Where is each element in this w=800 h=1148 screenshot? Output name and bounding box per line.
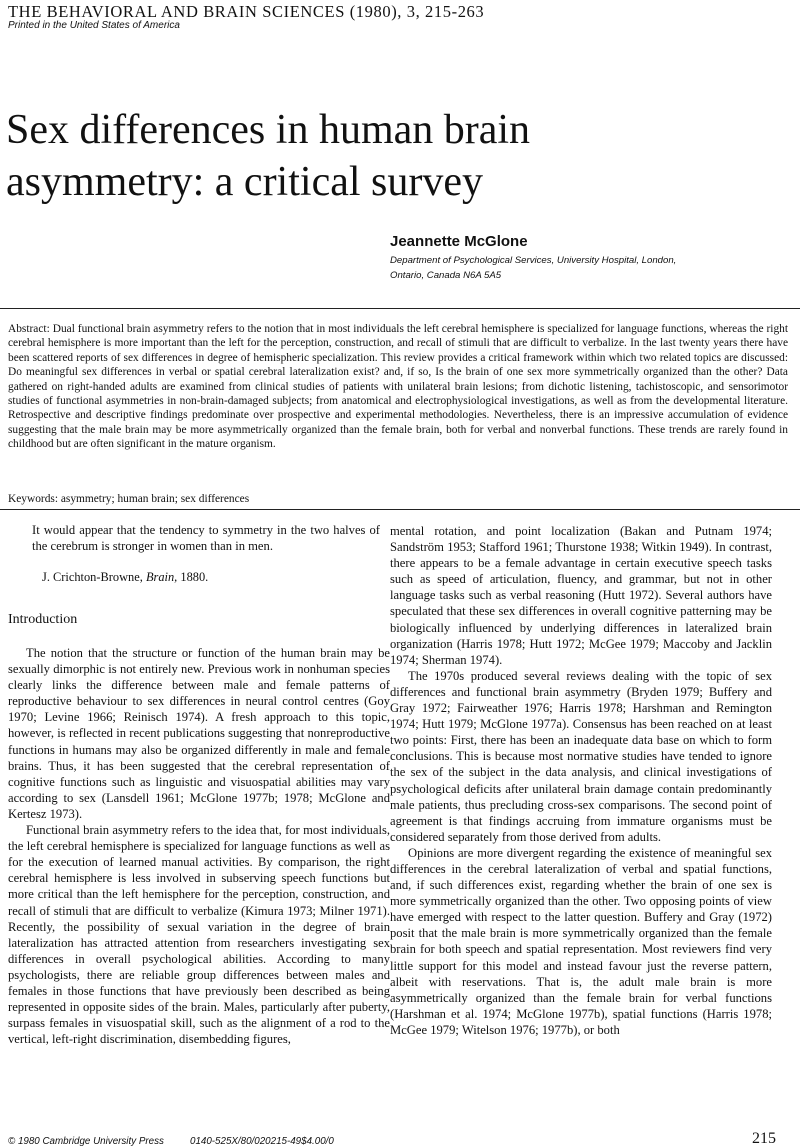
footer-issn: 0140-525X/80/020215-49$4.00/0 <box>190 1136 334 1147</box>
affiliation-line-2: Ontario, Canada N6A 5A5 <box>390 270 502 281</box>
section-heading-introduction: Introduction <box>8 612 78 627</box>
footer-copyright: © 1980 Cambridge University Press <box>8 1136 164 1147</box>
printed-in-note: Printed in the United States of America <box>8 20 180 31</box>
article-title: Sex differences in human brain asymmetry: a critical survey <box>6 107 531 205</box>
epigraph-quote: It would appear that the tendency to symmetry in the two halves of the cerebrum is stronger in women than in men. <box>32 523 380 553</box>
paragraph: mental rotation, and point localization (Bakan and Putnam 1974; Sandström 1953; Stafford 1961; Thurstone 1938; Witkin 1949). In contrast, there appears to be a female advantage in certain executive speech tasks such as speed of articulation, fluency, and grammar, but not in other language tasks such as verbal reasoning (Hutt 1972). Several authors have speculated that these sex differences in overall cognitive patterning may be biologically influenced by underlying differences in lateralized brain organization (Harris 1978; Hutt 1972; McGee 1979; Maccoby and Jacklin 1974; Sherman 1974). <box>390 524 772 667</box>
keywords-label: Keywords: <box>8 493 58 505</box>
abstract <box>8 322 788 452</box>
abstract-label: Abstract: <box>8 323 50 335</box>
epigraph-author: J. Crichton-Browne, <box>42 570 143 584</box>
paragraph: The notion that the structure or function of the human brain may be sexually dimorphic is not entirely new. Previous work in nonhuman species clearly links the difference between male and female patterns of reproductive behaviour to sex differences in neural control centres (Goy 1970; Levine 1966; Reinisch 1974). A fresh approach to this topic, however, is reflected in recent publications suggesting that nonreproductive functions in humans may also be organized differently in male and female brains. Thus, it has been suggested that the cerebral representation of cognitive functions such as linguistic and visuospatial abilities may vary according to sex (Lansdell 1961; McGlone 1977b; 1978; McGlone and Kertesz 1973). <box>8 646 390 821</box>
epigraph-year: 1880. <box>180 570 209 584</box>
paragraph: Opinions are more divergent regarding the existence of meaningful sex differences in the cerebral lateralization of verbal and spatial functions, and, if such differences exist, regarding whether the brain of one sex is more symmetrically organized than the other. Two opposing points of view have emerged with respect to the latter question. Buffery and Gray (1972) posit that the male brain is more symmetrically organized than the female brain for both speech and spatial representation. Most reviewers find very little support for this model and instead favour just the reverse pattern, albeit with reservations. That is, the adult male brain is more asymmetrically organized than the female brain for verbal functions (Harshman et al. 1974; McGlone 1977b), spatial functions (Harris 1978; McGee 1979; Witelson 1976; 1977b), or both <box>390 845 772 1037</box>
author-affiliation <box>390 253 770 283</box>
mid-divider <box>0 509 800 510</box>
epigraph-source <box>42 570 208 585</box>
top-divider <box>0 308 800 309</box>
abstract-text: Dual functional brain asymmetry refers to the notion that in most individuals the left cerebral hemisphere is specialized for language functions, whereas the right cerebral hemisphere is more important than the left for the perception, construction, and recall of stimuli that are difficult to verbalize. In the last twenty years there have been scattered reports of sex differences in degree of hemispheric specialization. This review provides a critical framework within which two related topics are discussed: Do meaningful sex differences in verbal or spatial cerebral lateralization exist? and, if so, Is the brain of one sex more symmetrically organized than the other? Data gathered on right-handed adults are examined from clinical studies of patients with unilateral brain lesions; from dichotic listening, tachistoscopic, and sensorimotor studies of functional asymmetries in non-brain-damaged subjects; from anatomical and electrophysiological investigations, as well as from the developmental literature. Retrospective and descriptive findings predominate over prospective and experimental methodologies. Nevertheless, there is an impressive accumulation of evidence suggesting that the male brain may be more asymmetrically organized than the female brain, both for verbal and nonverbal functions. These trends are rarely found in childhood but are often significant in the mature organism. <box>8 323 788 451</box>
page-number: 215 <box>752 1130 776 1147</box>
keywords <box>8 493 249 505</box>
epigraph-journal: Brain, <box>145 570 178 584</box>
right-column <box>390 523 772 1038</box>
author-name: Jeannette McGlone <box>390 233 528 250</box>
left-column <box>8 645 390 1047</box>
paragraph: Functional brain asymmetry refers to the idea that, for most individuals, the left cerebral hemisphere is specialized for language functions as well as for the execution of learned manual activities. By comparison, the right cerebral hemisphere is less involved in subserving speech functions but more critical than the left hemisphere for the perception, construction, and recall of stimuli that are difficult to verbalize (Kimura 1973; Milner 1971). Recently, the possibility of sexual variation in the degree of brain lateralization has attracted attention from researchers investigating sex differences in overall psychological abilities. According to many psychologists, there are reliable group differences between males and females in those functions that have previously been described as being represented in opposite sides of the brain. Males, particularly after puberty, surpass females in visuospatial skill, such as the alignment of a rod to the vertical, left-right discrimination, disembedding figures, <box>8 823 390 1047</box>
journal-header: THE BEHAVIORAL AND BRAIN SCIENCES (1980), 3, 215-263 <box>8 2 485 21</box>
paragraph: The 1970s produced several reviews dealing with the topic of sex differences and functional brain asymmetry (Bryden 1979; Buffery and Gray 1972; Fairweather 1976; Harris 1978; Harshman and Remington 1974; Hutt 1979; McGlone 1977a). Consensus has been reached on at least two points: First, there has been an inadequate data base on which to form conclusions. This is because most normative studies have tended to ignore the sex of the subject in the data analysis, and clinical investigations of psychological deficits after unilateral brain damage contain predominantly male patients, thus precluding cross-sex comparisons. The second point of agreement is that findings accruing from immature organisms must be considered separately from those derived from adults. <box>390 668 772 844</box>
keywords-text: asymmetry; human brain; sex differences <box>60 493 250 505</box>
affiliation-line-1: Department of Psychological Services, University Hospital, London, <box>390 255 677 266</box>
